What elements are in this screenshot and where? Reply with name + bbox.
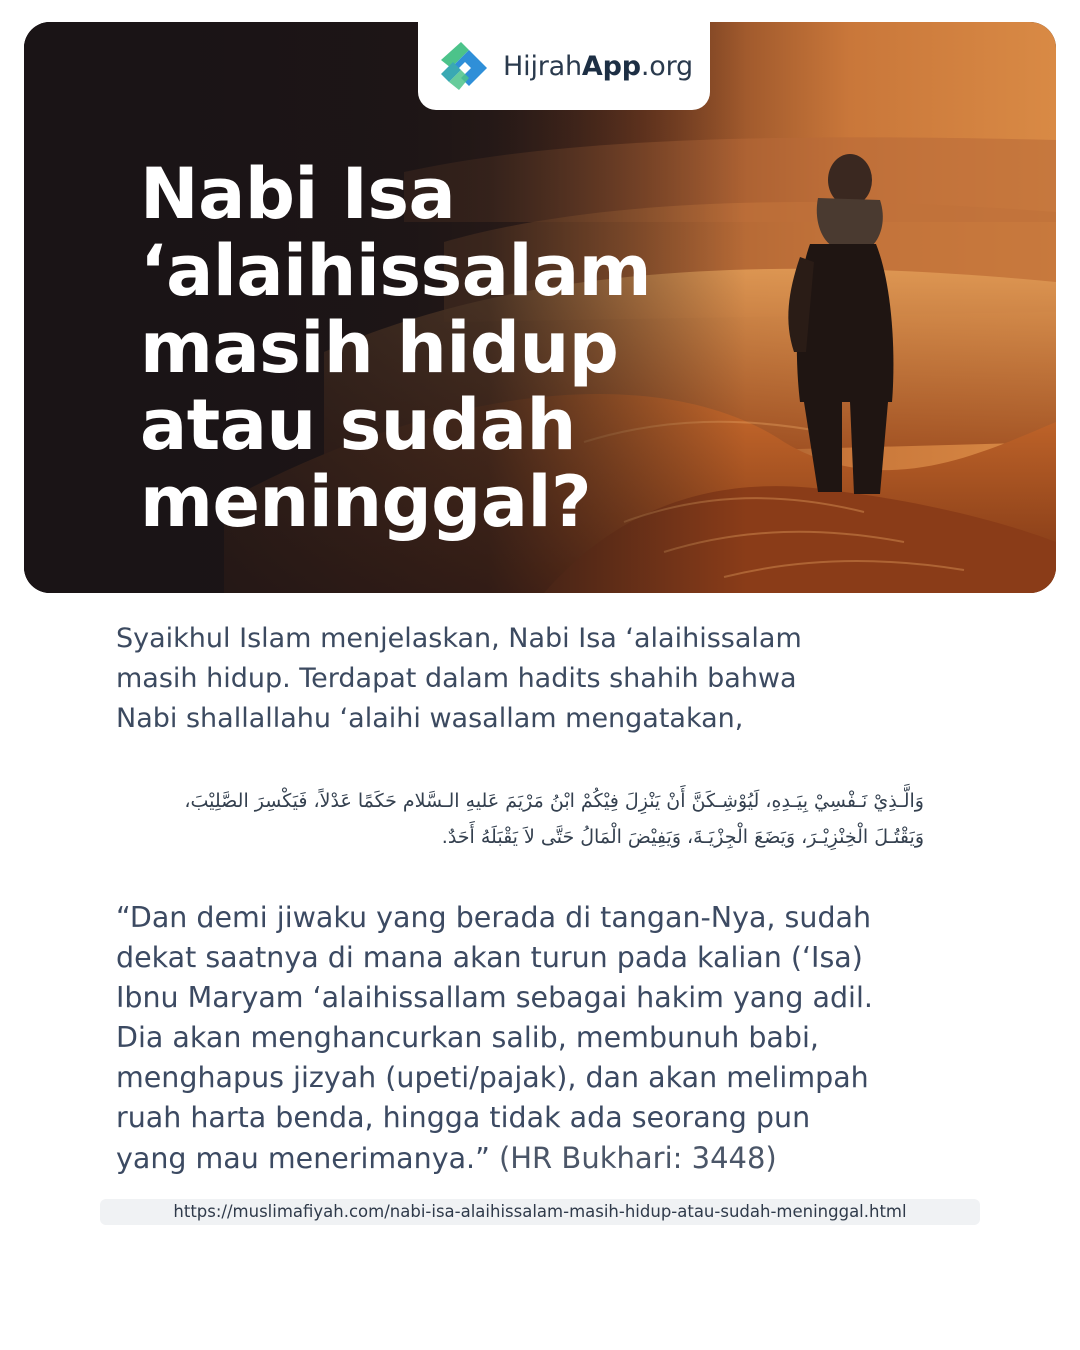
brand-name: HijrahApp.org (503, 50, 693, 82)
hero-card (24, 22, 1056, 593)
logo-tab[interactable] (418, 22, 710, 110)
translation-line: ruah harta benda, hingga tidak ada seorang pun (116, 1101, 811, 1134)
intro-paragraph (116, 619, 996, 739)
source-url-link[interactable]: https://muslimafiyah.com/nabi-isa-alaihissalam-masih-hidup-atau-sudah-meninggal.html (100, 1199, 980, 1225)
hadith-arabic-text (116, 783, 924, 855)
title-line: atau sudah (140, 384, 576, 466)
page-title (140, 153, 780, 543)
title-line: masih hidup (140, 307, 619, 389)
hijrahapp-logo-icon (435, 38, 493, 94)
translation-line: Dia akan menghancurkan salib, membunuh babi, (116, 1021, 819, 1054)
title-line: meninggal? (140, 461, 592, 543)
translation-line-last (116, 1138, 996, 1179)
title-line: ‘alaihissalam (140, 230, 652, 312)
translation-line: “Dan demi jiwaku yang berada di tangan-Nya, sudah (116, 901, 872, 934)
hadith-translation (116, 898, 996, 1179)
translation-line: menghapus jizyah (upeti/pajak), dan akan melimpah (116, 1061, 869, 1094)
arabic-line: وَالَّـذِيْ نَـفْسِيْ بِيَـدِهِ، لَيُوْشِـكَنَّ أَنْ يَنْزِلَ فِيْكُمْ ابْنُ مَرْيَمَ عَليهِ الـسَّلام حَكَمًا عَدْلاً، فَيَكْسِرَ الصَّلِيْبَ، (184, 790, 924, 812)
intro-line: masih hidup. Terdapat dalam hadits shahih bahwa (116, 663, 797, 694)
translation-line: dekat saatnya di mana akan turun pada kalian (‘Isa) (116, 941, 863, 974)
intro-line: Nabi shallallahu ‘alaihi wasallam mengatakan, (116, 703, 744, 734)
title-line: Nabi Isa (140, 153, 456, 235)
arabic-line: وَيَقْتُـلَ الْخِنْزِيْـرَ، وَيَضَعَ الْجِزْيَـةَ، وَيَفِيْضَ الْمَالُ حَتَّى لاَ يَقْبَلَهُ أَحَدٌ. (441, 826, 924, 848)
hadith-reference: (HR Bukhari: 3448) (498, 1141, 777, 1175)
translation-line: Ibnu Maryam ‘alaihissallam sebagai hakim yang adil. (116, 981, 873, 1014)
intro-line: Syaikhul Islam menjelaskan, Nabi Isa ‘alaihissalam (116, 623, 802, 654)
translation-line: yang mau menerimanya.” (116, 1142, 490, 1175)
